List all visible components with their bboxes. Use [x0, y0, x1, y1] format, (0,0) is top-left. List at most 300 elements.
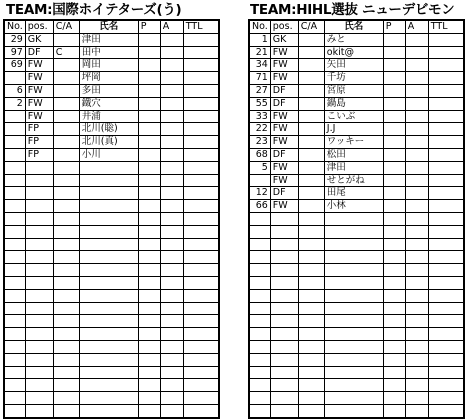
empty-row: [249, 366, 464, 379]
cell-ttl: [428, 366, 464, 379]
col-header-no: No.: [249, 20, 270, 33]
cell-pos: [270, 353, 298, 366]
cell-ttl: [428, 97, 464, 110]
cell-pos: FW: [270, 110, 298, 123]
empty-row: [249, 404, 464, 417]
cell-ttl: [183, 238, 219, 251]
cell-no: [4, 289, 25, 302]
cell-ca: [53, 84, 79, 97]
player-row: [249, 123, 464, 136]
cell-no: [4, 238, 25, 251]
cell-name: 千坊: [324, 72, 383, 85]
empty-row: [4, 289, 219, 302]
cell-name: okit@: [324, 46, 383, 59]
empty-row: [4, 161, 219, 174]
cell-ca: [53, 289, 79, 302]
cell-name: [324, 238, 383, 251]
cell-ca: [53, 59, 79, 72]
empty-row: [4, 225, 219, 238]
cell-name: 多田: [79, 84, 138, 97]
cell-ca: [298, 59, 324, 72]
cell-name: [324, 212, 383, 225]
cell-a: [405, 148, 428, 161]
cell-a: [160, 200, 183, 213]
cell-a: [405, 110, 428, 123]
cell-name: [324, 289, 383, 302]
empty-row: [249, 379, 464, 392]
col-header-pos: pos.: [270, 20, 298, 33]
player-row: [4, 148, 219, 161]
cell-ttl: [183, 110, 219, 123]
col-header-a: A: [405, 20, 428, 33]
col-header-pos: pos.: [25, 20, 53, 33]
cell-p: [138, 225, 160, 238]
cell-ttl: [183, 136, 219, 149]
cell-ca: [298, 72, 324, 85]
cell-p: [138, 72, 160, 85]
cell-a: [160, 72, 183, 85]
cell-ttl: [428, 264, 464, 277]
cell-ttl: [183, 315, 219, 328]
cell-pos: FW: [270, 136, 298, 149]
cell-ttl: [428, 200, 464, 213]
cell-p: [383, 251, 405, 264]
player-row: [249, 200, 464, 213]
cell-name: [324, 302, 383, 315]
cell-ca: [298, 212, 324, 225]
cell-pos: [270, 404, 298, 417]
cell-no: 33: [249, 110, 270, 123]
player-row: [249, 110, 464, 123]
cell-a: [405, 212, 428, 225]
cell-p: [383, 289, 405, 302]
cell-pos: [25, 366, 53, 379]
cell-ca: [298, 264, 324, 277]
cell-no: [249, 276, 270, 289]
cell-a: [160, 302, 183, 315]
empty-row: [4, 251, 219, 264]
cell-a: [405, 302, 428, 315]
cell-name: [324, 340, 383, 353]
col-header-ttl: TTL: [183, 20, 219, 33]
cell-ca: [53, 404, 79, 417]
cell-a: [405, 187, 428, 200]
right-roster-table: [248, 19, 465, 419]
cell-ca: [53, 174, 79, 187]
cell-no: [4, 148, 25, 161]
cell-ca: [298, 392, 324, 405]
cell-a: [405, 97, 428, 110]
cell-no: 34: [249, 59, 270, 72]
cell-ca: [298, 33, 324, 46]
cell-p: [138, 46, 160, 59]
cell-a: [405, 340, 428, 353]
empty-row: [249, 212, 464, 225]
cell-ca: [53, 366, 79, 379]
cell-p: [383, 148, 405, 161]
player-row: [4, 136, 219, 149]
cell-no: [4, 161, 25, 174]
cell-a: [405, 379, 428, 392]
cell-ttl: [428, 353, 464, 366]
player-row: [4, 123, 219, 136]
col-header-name: 氏名: [324, 20, 383, 33]
cell-ttl: [183, 200, 219, 213]
cell-p: [383, 110, 405, 123]
cell-a: [160, 315, 183, 328]
cell-pos: [270, 340, 298, 353]
cell-ca: [53, 33, 79, 46]
cell-name: [79, 251, 138, 264]
cell-ca: [53, 392, 79, 405]
cell-pos: [25, 174, 53, 187]
empty-row: [4, 379, 219, 392]
player-row: [4, 46, 219, 59]
cell-name: [79, 328, 138, 341]
cell-no: [249, 379, 270, 392]
empty-row: [249, 276, 464, 289]
cell-a: [160, 110, 183, 123]
empty-row: [249, 340, 464, 353]
cell-pos: [25, 187, 53, 200]
cell-pos: [25, 212, 53, 225]
cell-no: [249, 289, 270, 302]
cell-a: [405, 366, 428, 379]
cell-ca: [53, 187, 79, 200]
cell-ca: [298, 251, 324, 264]
cell-ca: [53, 238, 79, 251]
cell-ttl: [183, 379, 219, 392]
cell-a: [160, 340, 183, 353]
cell-name: 井浦: [79, 110, 138, 123]
cell-p: [138, 161, 160, 174]
cell-ttl: [428, 225, 464, 238]
cell-no: [4, 136, 25, 149]
cell-no: 27: [249, 84, 270, 97]
cell-a: [160, 225, 183, 238]
cell-ttl: [428, 302, 464, 315]
cell-a: [405, 328, 428, 341]
cell-a: [160, 392, 183, 405]
cell-p: [383, 174, 405, 187]
cell-pos: FW: [270, 123, 298, 136]
player-row: [249, 59, 464, 72]
cell-a: [405, 353, 428, 366]
cell-name: せとがね: [324, 174, 383, 187]
cell-name: [79, 174, 138, 187]
cell-ca: [298, 302, 324, 315]
cell-ttl: [183, 161, 219, 174]
cell-a: [405, 136, 428, 149]
cell-ca: [298, 174, 324, 187]
cell-ca: [53, 353, 79, 366]
cell-a: [405, 200, 428, 213]
cell-ttl: [183, 72, 219, 85]
cell-pos: [25, 161, 53, 174]
cell-ca: [298, 366, 324, 379]
cell-name: [324, 328, 383, 341]
cell-a: [160, 136, 183, 149]
cell-a: [160, 148, 183, 161]
cell-p: [138, 174, 160, 187]
cell-ca: [53, 276, 79, 289]
cell-a: [160, 33, 183, 46]
cell-ttl: [428, 59, 464, 72]
cell-a: [405, 174, 428, 187]
cell-ttl: [183, 264, 219, 277]
cell-no: [4, 315, 25, 328]
cell-ca: [298, 225, 324, 238]
cell-no: [4, 251, 25, 264]
cell-p: [383, 340, 405, 353]
empty-row: [4, 264, 219, 277]
col-header-a: A: [160, 20, 183, 33]
empty-row: [4, 366, 219, 379]
cell-pos: [25, 302, 53, 315]
cell-no: [4, 340, 25, 353]
cell-p: [138, 238, 160, 251]
cell-ca: [298, 238, 324, 251]
cell-p: [138, 148, 160, 161]
cell-name: [324, 251, 383, 264]
cell-no: [4, 366, 25, 379]
cell-p: [138, 302, 160, 315]
empty-row: [4, 353, 219, 366]
cell-no: [4, 225, 25, 238]
cell-p: [383, 238, 405, 251]
cell-pos: FW: [25, 72, 53, 85]
cell-ttl: [428, 161, 464, 174]
cell-ca: [53, 110, 79, 123]
cell-ttl: [428, 72, 464, 85]
cell-ca: [298, 340, 324, 353]
cell-ca: [53, 97, 79, 110]
player-row: [249, 72, 464, 85]
col-header-no: No.: [4, 20, 25, 33]
cell-p: [383, 187, 405, 200]
empty-row: [249, 328, 464, 341]
cell-name: [79, 276, 138, 289]
cell-ca: [298, 187, 324, 200]
cell-name: こいぶ: [324, 110, 383, 123]
empty-row: [4, 392, 219, 405]
cell-p: [138, 315, 160, 328]
cell-no: [4, 212, 25, 225]
cell-name: [79, 187, 138, 200]
cell-a: [160, 289, 183, 302]
cell-ca: [298, 123, 324, 136]
cell-no: [4, 302, 25, 315]
cell-pos: FW: [270, 72, 298, 85]
cell-ttl: [428, 110, 464, 123]
cell-a: [160, 264, 183, 277]
cell-pos: [25, 264, 53, 277]
player-row: [249, 174, 464, 187]
cell-pos: [25, 238, 53, 251]
cell-no: [4, 174, 25, 187]
cell-p: [138, 289, 160, 302]
empty-row: [249, 392, 464, 405]
cell-pos: [270, 225, 298, 238]
cell-no: 1: [249, 33, 270, 46]
cell-p: [138, 212, 160, 225]
cell-p: [138, 136, 160, 149]
cell-pos: [270, 212, 298, 225]
cell-no: [249, 315, 270, 328]
cell-pos: DF: [270, 97, 298, 110]
cell-pos: FW: [270, 46, 298, 59]
cell-name: [324, 276, 383, 289]
cell-name: 松田: [324, 148, 383, 161]
cell-name: [79, 353, 138, 366]
cell-name: [79, 161, 138, 174]
cell-a: [160, 174, 183, 187]
cell-no: [249, 366, 270, 379]
cell-ca: [53, 212, 79, 225]
cell-no: [4, 123, 25, 136]
left-roster-table: [3, 19, 220, 419]
cell-pos: [25, 276, 53, 289]
empty-row: [4, 238, 219, 251]
cell-a: [160, 97, 183, 110]
cell-pos: GK: [270, 33, 298, 46]
cell-no: [4, 379, 25, 392]
cell-p: [383, 366, 405, 379]
cell-ttl: [428, 328, 464, 341]
cell-no: [4, 353, 25, 366]
cell-pos: [270, 379, 298, 392]
cell-pos: FW: [25, 110, 53, 123]
cell-ttl: [428, 187, 464, 200]
cell-no: [249, 174, 270, 187]
cell-name: [324, 264, 383, 277]
cell-name: 津田: [324, 161, 383, 174]
player-row: [4, 84, 219, 97]
cell-p: [383, 59, 405, 72]
cell-no: 23: [249, 136, 270, 149]
cell-name: 鍋島: [324, 97, 383, 110]
cell-ttl: [183, 366, 219, 379]
cell-ca: [53, 315, 79, 328]
cell-ca: [53, 328, 79, 341]
empty-row: [249, 264, 464, 277]
empty-row: [249, 251, 464, 264]
cell-p: [383, 161, 405, 174]
cell-name: [324, 315, 383, 328]
cell-a: [405, 161, 428, 174]
cell-name: [324, 225, 383, 238]
empty-row: [4, 276, 219, 289]
cell-a: [160, 161, 183, 174]
cell-ca: [53, 340, 79, 353]
cell-ttl: [428, 84, 464, 97]
empty-row: [249, 315, 464, 328]
cell-ttl: [183, 97, 219, 110]
cell-ttl: [183, 123, 219, 136]
cell-no: 68: [249, 148, 270, 161]
cell-no: [4, 392, 25, 405]
player-row: [249, 84, 464, 97]
empty-row: [4, 302, 219, 315]
cell-no: [4, 328, 25, 341]
cell-no: 71: [249, 72, 270, 85]
cell-a: [405, 289, 428, 302]
player-row: [249, 148, 464, 161]
cell-p: [138, 33, 160, 46]
cell-p: [138, 200, 160, 213]
cell-pos: DF: [270, 187, 298, 200]
cell-p: [138, 404, 160, 417]
cell-name: [79, 379, 138, 392]
cell-no: 55: [249, 97, 270, 110]
empty-row: [249, 353, 464, 366]
cell-p: [383, 46, 405, 59]
empty-row: [4, 328, 219, 341]
cell-pos: GK: [25, 33, 53, 46]
cell-p: [138, 84, 160, 97]
cell-ttl: [428, 123, 464, 136]
cell-pos: FP: [25, 123, 53, 136]
cell-ca: [298, 136, 324, 149]
cell-name: [79, 200, 138, 213]
cell-pos: DF: [270, 148, 298, 161]
cell-p: [383, 315, 405, 328]
cell-a: [405, 264, 428, 277]
empty-row: [4, 404, 219, 417]
cell-ttl: [183, 212, 219, 225]
cell-pos: [270, 366, 298, 379]
cell-pos: [25, 353, 53, 366]
cell-name: [324, 404, 383, 417]
cell-p: [383, 84, 405, 97]
cell-name: [79, 225, 138, 238]
cell-p: [383, 136, 405, 149]
player-row: [249, 187, 464, 200]
cell-ttl: [428, 289, 464, 302]
empty-row: [249, 225, 464, 238]
cell-p: [138, 251, 160, 264]
player-row: [4, 97, 219, 110]
col-header-ca: C/A: [53, 20, 79, 33]
cell-name: 鐵穴: [79, 97, 138, 110]
cell-name: [79, 289, 138, 302]
cell-name: 坪岡: [79, 72, 138, 85]
cell-ca: [53, 161, 79, 174]
cell-p: [383, 225, 405, 238]
cell-pos: [25, 340, 53, 353]
empty-row: [4, 212, 219, 225]
cell-no: 21: [249, 46, 270, 59]
cell-pos: FW: [270, 161, 298, 174]
cell-p: [383, 72, 405, 85]
cell-a: [160, 353, 183, 366]
cell-p: [138, 264, 160, 277]
right-team-title: TEAM:HIHL選抜 ニューデビモン: [250, 2, 455, 18]
empty-row: [4, 340, 219, 353]
cell-a: [405, 251, 428, 264]
cell-a: [160, 366, 183, 379]
cell-pos: FP: [25, 136, 53, 149]
cell-ca: [298, 276, 324, 289]
cell-ttl: [428, 379, 464, 392]
cell-a: [405, 123, 428, 136]
cell-no: 12: [249, 187, 270, 200]
cell-ttl: [428, 212, 464, 225]
cell-a: [160, 84, 183, 97]
empty-row: [4, 200, 219, 213]
cell-ttl: [183, 59, 219, 72]
header-row: [249, 20, 464, 33]
